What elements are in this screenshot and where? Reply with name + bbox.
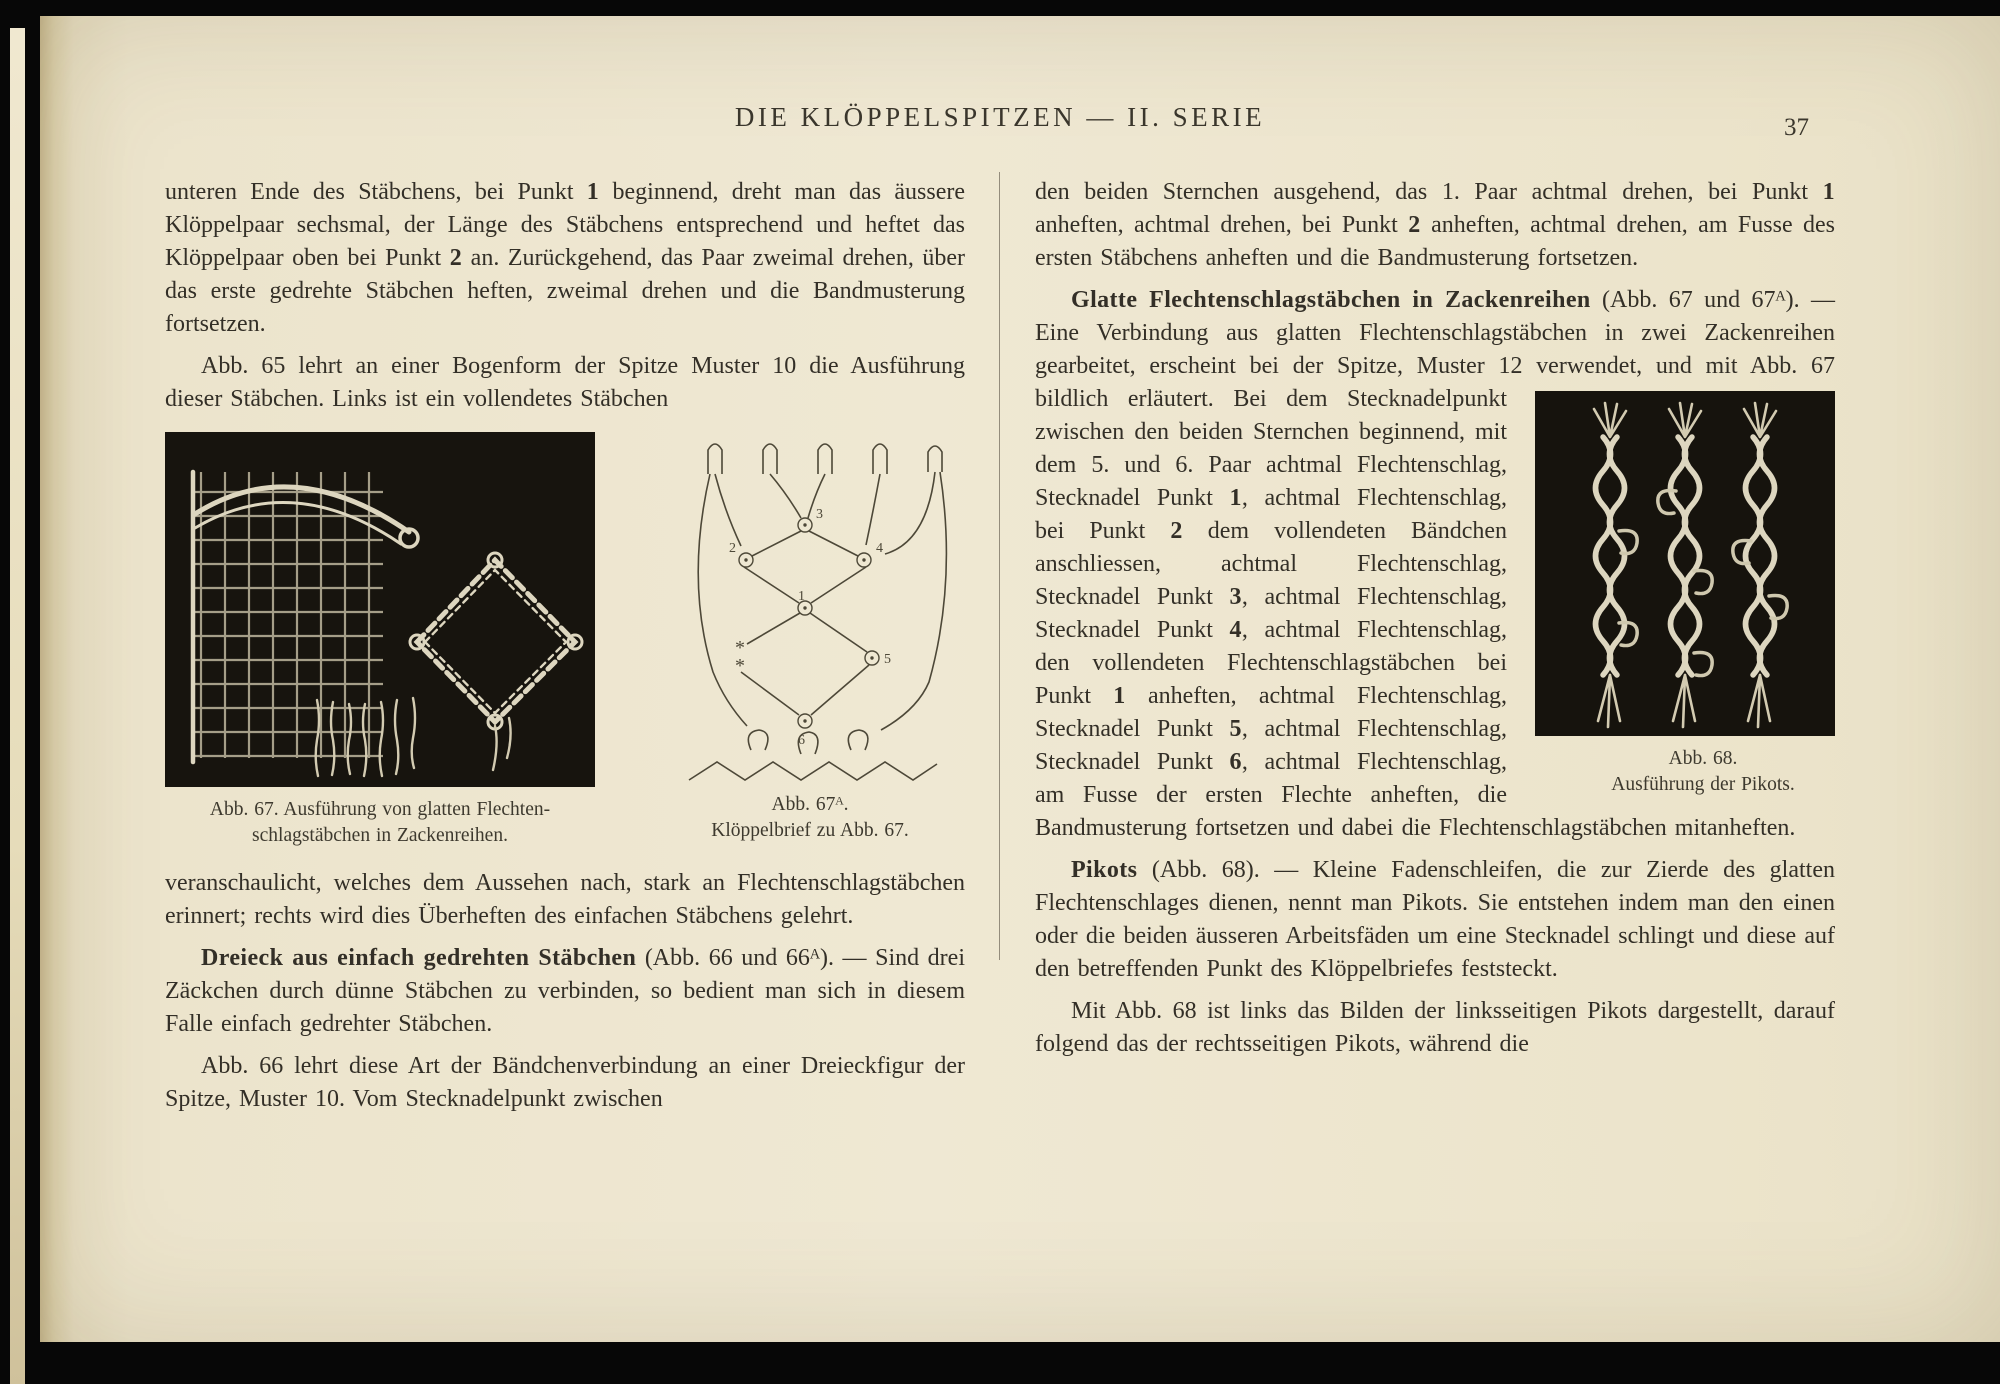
figure-row [165, 432, 965, 849]
paragraph: Abb. 65 lehrt an einer Bogenform der Spitze Muster 10 die Ausführung dieser Stäbchen. Links ist ein vollendetes Stäbchen [165, 353, 965, 412]
diagram-label-3: 3 [816, 507, 823, 522]
kloeppelbrief-diagram-abb67a [655, 432, 965, 782]
two-column-text [165, 176, 1835, 1125]
paragraph: veranschaulicht, welches dem Aussehen nach, stark an Flechtenschlagstäbchen erinnert; rechts wird dies Überheften des einfachen Stäbchens gelehrt. [165, 870, 965, 929]
diagram-label-1: 1 [798, 589, 805, 604]
figure-abb67 [165, 432, 595, 849]
caption-line: Klöppelbrief zu Abb. 67. [711, 820, 909, 841]
lace-photo-abb67 [165, 432, 595, 787]
paragraph [1035, 284, 1835, 845]
caption-line: Abb. 68. [1668, 748, 1738, 769]
page-number: 37 [1784, 114, 1809, 141]
paragraph: Abb. 66 lehrt diese Art der Bändchenverbindung an einer Dreieckfigur der Spitze, Muster 10. Vom Stecknadelpunkt zwischen [165, 1053, 965, 1112]
figure-caption-abb67a [655, 792, 965, 844]
caption-line: Abb. 67ᴬ. [771, 794, 849, 815]
page-content [165, 102, 1835, 1125]
caption-line: schlagstäbchen in Zackenreihen. [252, 825, 508, 846]
paragraph-text: Glatte Flechtenschlagstäbchen in Zackenreihen (Abb. 67 und 67ᴬ). — Eine Verbindung aus glatten Flechtenschlagstäbchen in zwei Zackenreihen gearbeitet, erscheint bei der Spitze, Muster 12 verwendet, und mit Abb. 67 bildlich erläutert. [1035, 287, 1835, 412]
paragraph: Dreieck aus einfach gedrehten Stäbchen (Abb. 66 und 66ᴬ). — Sind drei Zäckchen durch dünne Stäbchen zu verbinden, so bedient man sich in diesem Falle einfach gedrehter Stäbchen. [165, 945, 965, 1037]
figure-caption-abb68 [1535, 746, 1835, 798]
running-head [165, 102, 1835, 150]
paragraph: Mit Abb. 68 ist links das Bilden der linksseitigen Pikots dargestellt, darauf folgend das der rechtsseitigen Pikots, während die [1035, 998, 1835, 1057]
paragraph: den beiden Sternchen ausgehend, das 1. Paar achtmal drehen, bei Punkt 1 anheften, achtmal drehen, bei Punkt 2 anheften, achtmal drehen, am Fusse des ersten Stäbchens anheften und die Bandmusterung fortsetzen. [1035, 179, 1835, 271]
running-head-title: DIE KLÖPPELSPITZEN — II. SERIE [734, 102, 1266, 132]
book-page [40, 16, 2000, 1342]
braids-photo-abb68 [1535, 391, 1835, 736]
figure-abb67a [655, 432, 965, 844]
diagram-label-2: 2 [729, 541, 736, 556]
paragraph: Pikots (Abb. 68). — Kleine Fadenschleifen, die zur Zierde des glatten Flechtenschlages dienen, nennt man Pikots. Sie entstehen indem man den einen oder die beiden äusseren Arbeitsfäden um eine Stecknadel schlingt und diese auf den betreffenden Punkt des Klöppelbriefes feststeckt. [1035, 857, 1835, 982]
figure-caption-abb67 [165, 797, 595, 849]
column-divider [999, 172, 1000, 960]
paragraph-text: Bei dem Stecknadelpunkt zwischen den beiden Sternchen beginnend, mit dem 5. und 6. Paar achtmal Flechtenschlag, Stecknadel Punkt 1, achtmal Flechtenschlag, bei Punkt 2 dem vollendeten Bändchen anschliessen, achtmal Flechtenschlag, Stecknadel Punkt 3, achtmal Flechtenschlag, Stecknadel Punkt 4, achtmal Flechtenschlag, den vollendeten Flechtenschlagstäbchen bei Punkt 1 anheften, achtmal Flechtenschlag, Stecknadel Punkt 5, achtmal Flechtenschlag, Stecknadel Punkt 6, achtmal Flechtenschlag, am Fusse der ersten Flechte anheften, die Bandmusterung fortsetzen und dabei die Flechtenschlagstäbchen mitanheften. [1035, 386, 1796, 841]
diagram-label-5: 5 [884, 652, 891, 667]
diagram-star: * [735, 637, 745, 659]
left-column [165, 176, 965, 1125]
caption-line: Abb. 67. Ausführung von glatten Flechten- [209, 799, 551, 820]
diagram-star: * [735, 655, 745, 677]
diagram-label-4: 4 [876, 541, 883, 556]
diagram-label-6: 6 [798, 733, 805, 748]
figure-abb68 [1535, 391, 1835, 798]
right-column [1035, 176, 1835, 1125]
caption-line: Ausführung der Pikots. [1611, 774, 1795, 795]
paragraph: unteren Ende des Stäbchens, bei Punkt 1 beginnend, dreht man das äussere Klöppelpaar sechsmal, der Länge des Stäbchens entsprechend und heftet das Klöppelpaar oben bei Punkt 2 an. Zurückgehend, das Paar zweimal drehen, über das erste gedrehte Stäbchen heften, zweimal drehen und die Bandmusterung fortsetzen. [165, 179, 965, 337]
book-cover-edge [10, 28, 25, 1384]
